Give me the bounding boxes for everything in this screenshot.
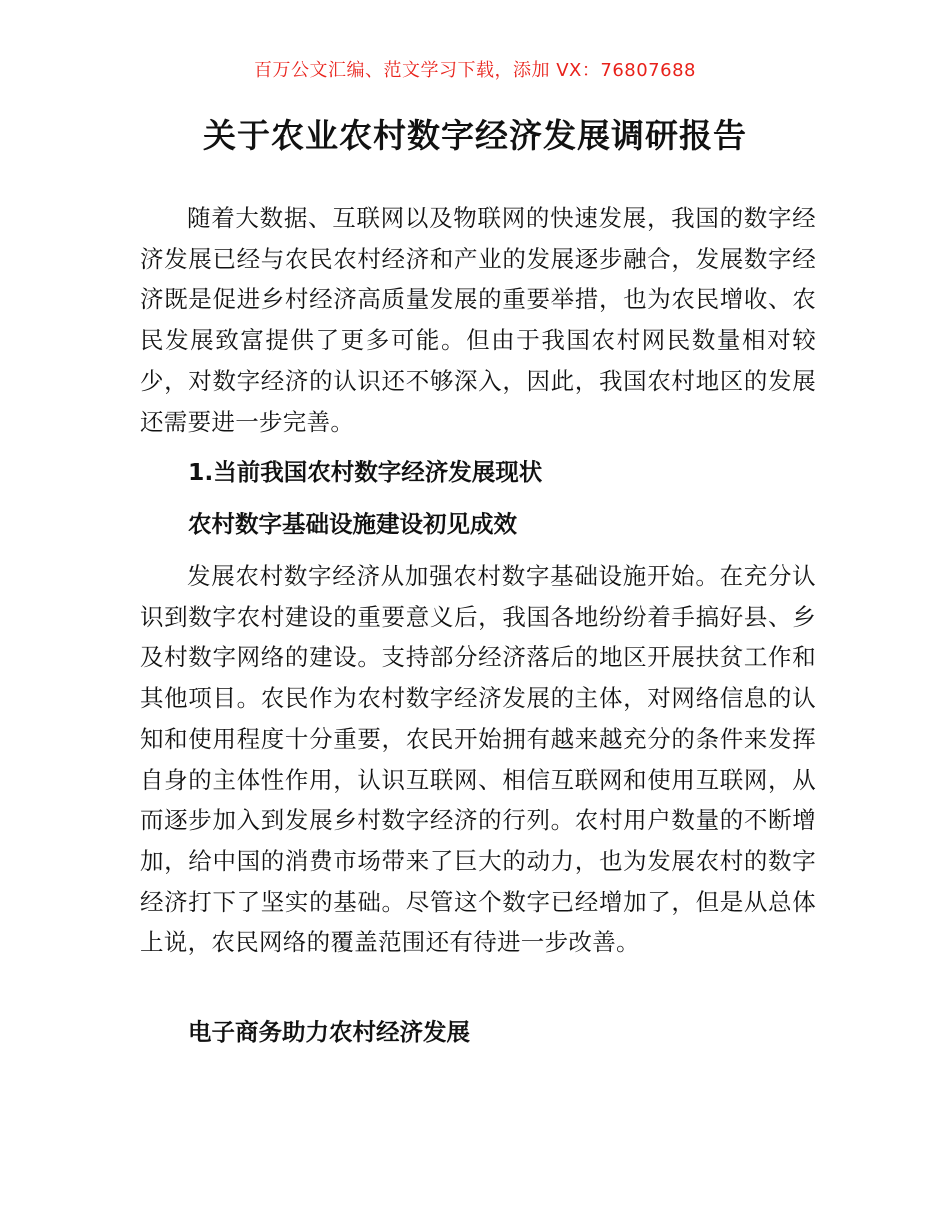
intro-paragraph: 随着大数据、互联网以及物联网的快速发展，我国的数字经济发展已经与农民农村经济和产业的发展逐步融合，发展数字经济既是促进乡村经济高质量发展的重要举措，也为农民增收、农民发展致富提供了更多可能。但由于我国农村网民数量相对较少，对数字经济的认识还不够深入，因此，我国农村地区的发展还需要进一步完善。	[140, 204, 816, 436]
subsection-heading-ecommerce: 电子商务助力农村经济发展	[188, 1018, 470, 1046]
subsection-heading-infrastructure: 农村数字基础设施建设初见成效	[188, 510, 517, 538]
section-heading-1: 1.当前我国农村数字经济发展现状	[188, 458, 543, 486]
document-title: 关于农业农村数字经济发展调研报告	[203, 116, 747, 155]
infrastructure-paragraph: 发展农村数字经济从加强农村数字基础设施开始。在充分认识到数字农村建设的重要意义后，我国各地纷纷着手搞好县、乡及村数字网络的建设。支持部分经济落后的地区开展扶贫工作和其他项目。农民作为农村数字经济发展的主体，对网络信息的认知和使用程度十分重要，农民开始拥有越来越充分的条件来发挥自身的主体性作用，认识互联网、相信互联网和使用互联网，从而逐步加入到发展乡村数字经济的行列。农村用户数量的不断增加，给中国的消费市场带来了巨大的动力，也为发展农村的数字经济打下了坚实的基础。尽管这个数字已经增加了，但是从总体上说，农民网络的覆盖范围还有待进一步改善。	[140, 562, 816, 957]
watermark-text: 百万公文汇编、范文学习下载，添加 VX：76807688	[254, 60, 696, 81]
